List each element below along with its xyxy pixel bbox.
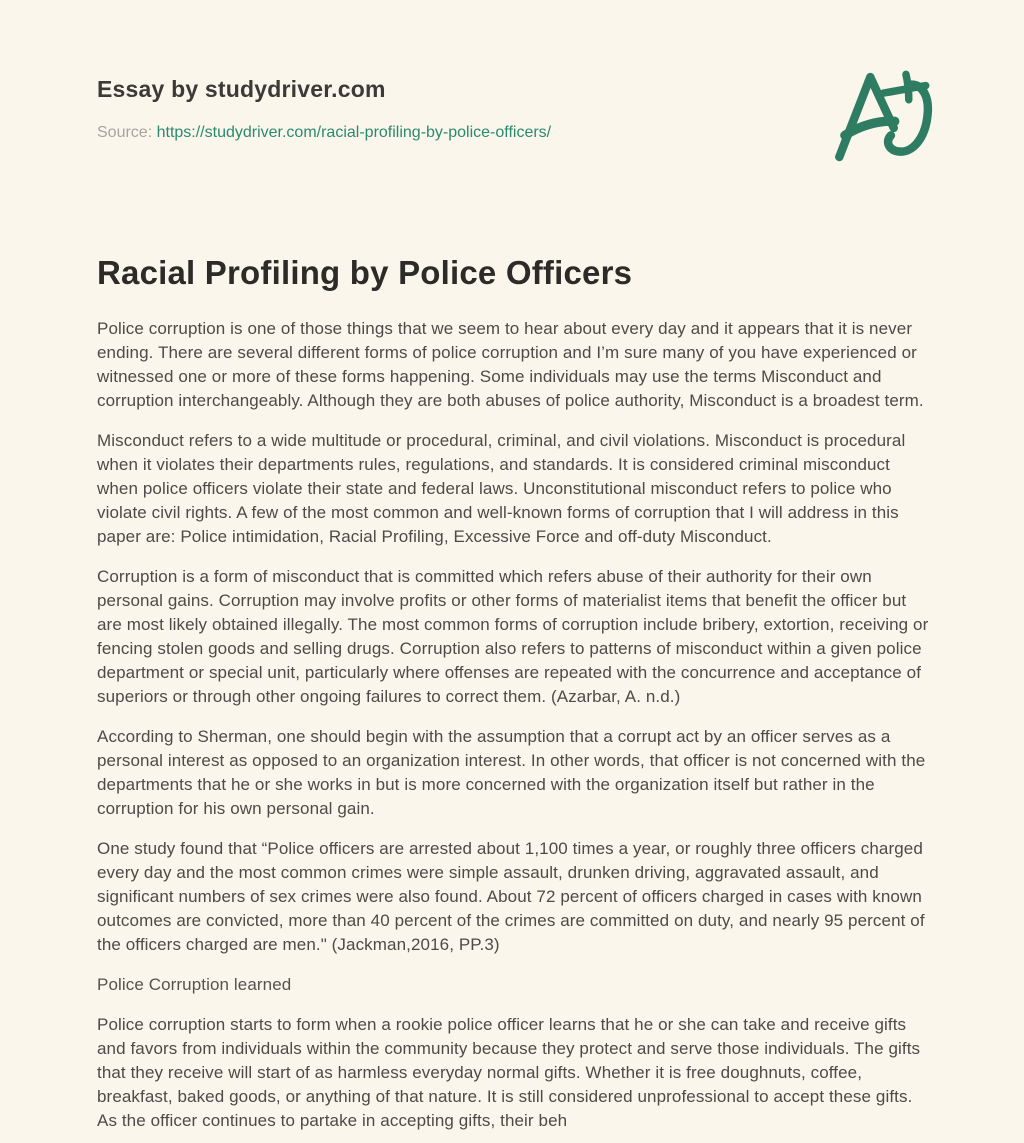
source-label: Source:	[97, 124, 153, 141]
article-title: Racial Profiling by Police Officers	[97, 254, 633, 291]
document-header	[97, 76, 929, 142]
article-paragraph: Misconduct refers to a wide multitude or procedural, criminal, and civil violations. Misconduct is procedural when it violates their departments rules, regulations, and standards. It is considered criminal misconduct when police officers violate their state and federal laws. Unconstitutional misconduct refers to police who violate civil rights. A few of the most common and well-known forms of corruption that I will address in this paper are: Police intimidation, Racial Profiling, Excessive Force and off-duty Misconduct.	[97, 431, 906, 546]
document-header-title: Essay by studydriver.com	[97, 76, 386, 102]
article-paragraph-truncated: Police corruption starts to form when a rookie police officer learns that he or she can take and receive gifts and favors from individuals within the community because they protect and serve those individuals. The gifts that they receive will start of as harmless everyday normal gifts. Whether it is free doughnuts, coffee, breakfast, baked goods, or anything of that nature. It is still considered unprofessional to accept these gifts. As the officer continues to partake in accepting gifts, their beh	[97, 1015, 921, 1130]
article-paragraph: Police corruption is one of those things that we seem to hear about every day and it appears that it is never ending. There are several different forms of police corruption and I’m sure many of you have experienced or witnessed one or more of these forms happening. Some individuals may use the terms Misconduct and corruption interchangeably. Although they are both abuses of police authority, Misconduct is a broadest term.	[97, 319, 924, 410]
article-paragraph: One study found that “Police officers are arrested about 1,100 times a year, or roughly three officers charged every day and the most common crimes were simple assault, drunken driving, aggravated assault, and significant numbers of sex crimes were also found. About 72 percent of officers charged in cases with known outcomes are convicted, more than 40 percent of the crimes are committed on duty, and nearly 95 percent of the officers charged are men." (Jackman,2016, PP.3)	[97, 839, 925, 954]
source-line	[97, 124, 929, 142]
article-paragraph: According to Sherman, one should begin with the assumption that a corrupt act by an officer serves as a personal interest as opposed to an organization interest. In other words, that officer is not concerned with the departments that he or she works in but is more concerned with the organization itself but rather in the corruption for his own personal gain.	[97, 727, 926, 818]
article-paragraph: Corruption is a form of misconduct that is committed which refers abuse of their authority for their own personal gains. Corruption may involve profits or other forms of materialist items that benefit the officer but are most likely obtained illegally. The most common forms of corruption include bribery, extortion, receiving or fencing stolen goods and selling drugs. Corruption also refers to patterns of misconduct within a given police department or special unit, particularly where offenses are repeated with the concurrence and acceptance of superiors or through other ongoing failures to correct them. (Azarbar, A. n.d.)	[97, 567, 929, 706]
a-plus-logo-icon	[828, 64, 952, 172]
source-link[interactable]: https://studydriver.com/racial-profiling-by-police-officers/	[156, 124, 552, 141]
article-body	[97, 317, 929, 1133]
section-subheading: Police Corruption learned	[97, 975, 292, 994]
